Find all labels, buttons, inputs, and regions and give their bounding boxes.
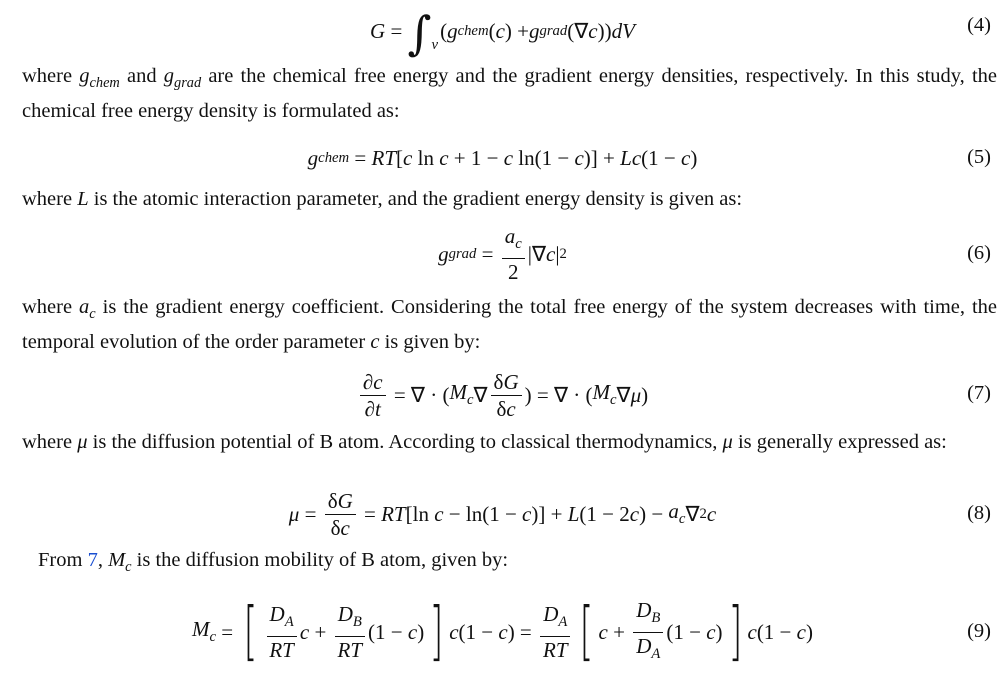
equation-5: g chem = RT [ c ln c + 1 − c ln(1 − c )] + Lc (1 − c )	[307, 145, 698, 170]
equation-6: g grad = $\frac{a_c}{2}$ |∇ c | 2	[438, 224, 567, 284]
equation-9: $M_c$ = [ $\frac{D_A}{RT}$ c + $\frac{D_B}{RT}$ (1 − c ) ] c (1 − c ) = $\frac{D_A}{RT}$ [ c + $\frac{D_B}{D_A}$ (1 − c ) ] c (1 − c )	[192, 595, 813, 669]
equation-7: $\frac{\partial c}{\partial t}$ = ∇ · ( $M_c$ ∇ $\frac{\delta G}{\delta c}$ ) = ∇ · ( $M_c$ ∇ μ )	[0, 364, 1005, 426]
paragraph-2: where L is the atomic interaction parameter, and the gradient energy density is given as:	[22, 188, 743, 210]
paragraph-4: where μ is the diffusion potential of B atom. According to classical thermodynamics, μ is generally expressed as:	[22, 431, 947, 453]
equation-4-number: (4)	[967, 14, 991, 36]
equation-6-number: (6)	[967, 242, 991, 264]
equation-7-number: (7)	[967, 382, 991, 404]
paragraph-3: where $a_c$ is the gradient energy coefficient. Considering the total free energy of the system decreases with time, the temporal evolution of the order parameter c is given by:	[22, 296, 998, 354]
equation-4: G = ∫ $_v$ ( g chem ( c ) + g grad (∇ c )) dV	[370, 6, 635, 60]
paragraph-5: From 7, $M_c$ is the diffusion mobility of B atom, given by:	[38, 549, 509, 576]
equation-9-number: (9)	[967, 620, 991, 642]
equation-8-number: (8)	[967, 502, 991, 524]
paragraph-1: where $g_{chem}$ and $g_{grad}$ are the chemical free energy and the gradient energy densities, respectively. In this study, the chemical free energy density is formulated as:	[22, 65, 998, 123]
equation-8: μ = $\frac{\delta G}{\delta c}$ = RT [ln c − ln(1 − c )] + L (1 − 2 c ) − $a_c$ ∇ 2 c	[288, 488, 717, 540]
equation-5-number: (5)	[967, 146, 991, 168]
equation-reference-link[interactable]: 7	[87, 549, 98, 571]
